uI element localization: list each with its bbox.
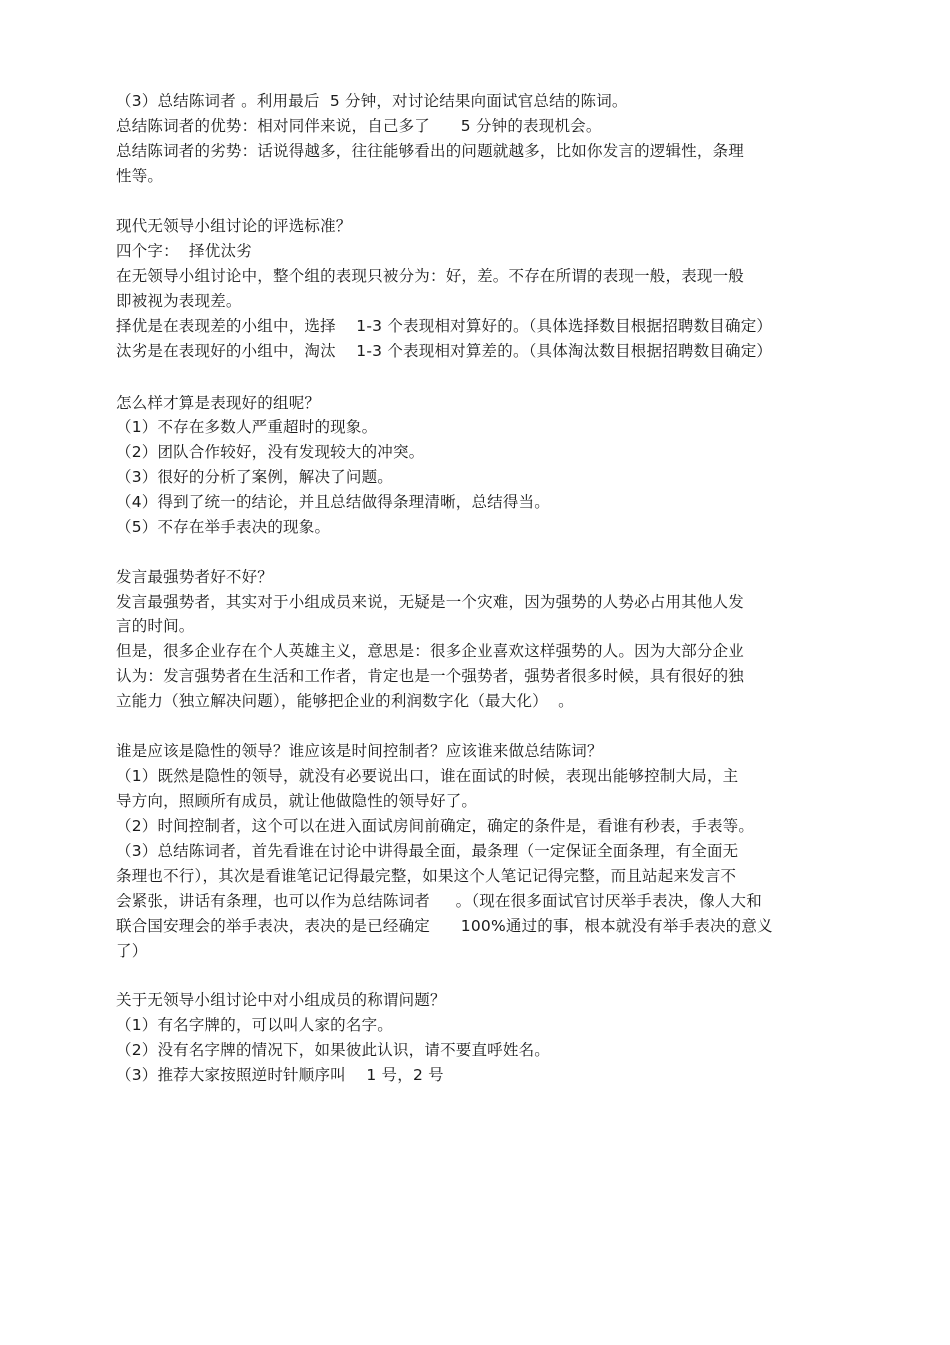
list-item: （5）不存在举手表决的现象。 <box>116 518 331 536</box>
section-heading: 发言最强势者好不好？ <box>116 568 274 586</box>
paragraph-line: 性等。 <box>116 167 164 185</box>
list-item: （1）有名字牌的，可以叫人家的名字。 <box>116 1016 393 1034</box>
paragraph-line: 但是，很多企业存在个人英雄主义，意思是：很多企业喜欢这样强势的人。因为大部分企业 <box>116 642 745 660</box>
paragraph-line: 发言最强势者，其实对于小组成员来说，无疑是一个灾难，因为强势的人势必占用其他人发 <box>116 593 745 611</box>
list-item: （4）得到了统一的结论，并且总结做得条理清晰，总结得当。 <box>116 493 550 511</box>
paragraph-line: 择优是在表现差的小组中，选择 1-3 个表现相对算好的。（具体选择数目根据招聘数目确定） <box>116 317 773 335</box>
section-heading: 现代无领导小组讨论的评选标准？ <box>116 217 352 235</box>
paragraph-line: 言的时间。 <box>116 617 195 635</box>
list-item: 条理也不行），其次是看谁笔记记得最完整，如果这个人笔记记得完整，而且站起来发言不 <box>116 867 737 885</box>
list-item: （1）不存在多数人严重超时的现象。 <box>116 418 378 436</box>
paragraph-line: 总结陈词者的优势：相对同伴来说，自己多了 5 分钟的表现机会。 <box>116 117 602 135</box>
list-item: （3）推荐大家按照逆时针顺序叫 1 号，2 号 <box>116 1066 444 1084</box>
list-item: （3）很好的分析了案例，解决了问题。 <box>116 468 393 486</box>
list-item: （2）没有名字牌的情况下，如果彼此认识，请不要直呼姓名。 <box>116 1041 550 1059</box>
list-item: （2）时间控制者，这个可以在进入面试房间前确定，确定的条件是，看谁有秒表，手表等。 <box>116 817 755 835</box>
paragraph-line: 四个字： 择优汰劣 <box>116 242 252 260</box>
paragraph-line: 汰劣是在表现好的小组中，淘汰 1-3 个表现相对算差的。（具体淘汰数目根据招聘数目确定） <box>116 342 773 360</box>
list-item: 联合国安理会的举手表决，表决的是已经确定 100%通过的事，根本就没有举手表决的意义 <box>116 917 773 935</box>
paragraph-line: 总结陈词者的劣势：话说得越多，往往能够看出的问题就越多，比如你发言的逻辑性，条理 <box>116 142 745 160</box>
list-item: 了） <box>116 942 148 960</box>
list-item: 导方向，照顾所有成员，就让他做隐性的领导好了。 <box>116 792 478 810</box>
paragraph-line: 在无领导小组讨论中，整个组的表现只被分为：好，差。不存在所谓的表现一般，表现一般 <box>116 267 745 285</box>
section-heading: 怎么样才算是表现好的组呢？ <box>116 394 321 412</box>
paragraph-line: 立能力（独立解决问题），能够把企业的利润数字化（最大化） 。 <box>116 692 574 710</box>
paragraph-line: 认为：发言强势者在生活和工作者，肯定也是一个强势者，强势者很多时候，具有很好的独 <box>116 667 745 685</box>
list-item: （2）团队合作较好，没有发现较大的冲突。 <box>116 443 425 461</box>
paragraph-line: 即被视为表现差。 <box>116 292 242 310</box>
section-heading: 谁是应该是隐性的领导？谁应该是时间控制者？应该谁来做总结陈词？ <box>116 742 603 760</box>
section-heading: 关于无领导小组讨论中对小组成员的称谓问题？ <box>116 991 446 1009</box>
list-item: （3）总结陈词者，首先看谁在讨论中讲得最全面，最条理（一定保证全面条理，有全面无 <box>116 842 739 860</box>
paragraph-line: （3）总结陈词者 。利用最后 5 分钟，对讨论结果向面试官总结的陈词。 <box>116 92 628 110</box>
list-item: （1）既然是隐性的领导，就没有必要说出口，谁在面试的时候，表现出能够控制大局，主 <box>116 767 739 785</box>
list-item: 会紧张，讲话有条理，也可以作为总结陈词者 。（现在很多面试官讨厌举手表决，像人大和 <box>116 892 762 910</box>
